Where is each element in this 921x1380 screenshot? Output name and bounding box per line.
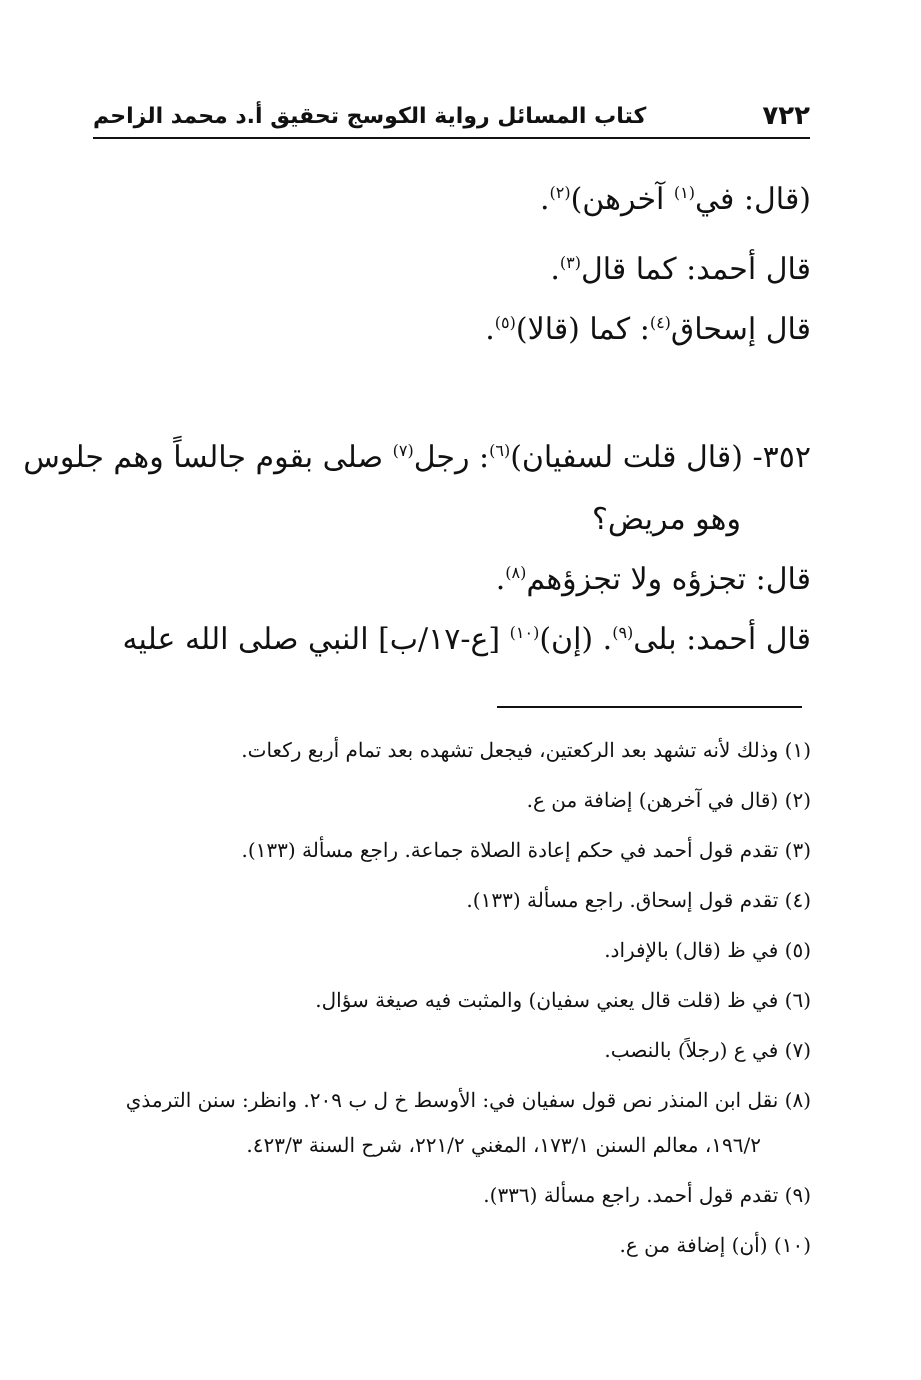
footnote-divider [497, 706, 802, 708]
question-heading: ٣٥٢- (قال قلت لسفيان)$^{(٦)}$: رجل$^{(٧)}$ صلى بقوم جالساً وهم جلوس [23, 440, 811, 475]
footnote: (٩) تقدم قول أحمد. راجع مسألة (٣٣٦). [483, 1183, 811, 1207]
footnote-continuation: ١٩٦/٢، معالم السنن ١٧٣/١، المغني ٢٢١/٢، شرح السنة ٤٢٣/٣. [246, 1133, 761, 1157]
text-line: قال: تجزؤه ولا تجزؤهم$^{(٨)}$. [495, 562, 811, 597]
footnote: (١٠) (أن) إضافة من ع. [619, 1233, 811, 1257]
header-divider [93, 137, 810, 139]
footnote: (٣) تقدم قول أحمد في حكم إعادة الصلاة جماعة. راجع مسألة (١٣٣). [241, 838, 811, 862]
footnote: (٥) في ظ (قال) بالإفراد. [604, 938, 811, 962]
footnote: (٧) في ع (رجلاً) بالنصب. [604, 1038, 811, 1062]
text-line: (قال: في$^{(١)}$ آخرهن)$^{(٢)}$. [539, 182, 811, 217]
running-header [93, 96, 810, 136]
text-line: قال أحمد: بلى$^{(٩)}$. (إن)$^{(١٠)}$ [ع-١٧/ب] النبي صلى الله عليه [122, 622, 811, 657]
page-number: ٧٢٢ [762, 101, 810, 131]
book-title: كتاب المسائل رواية الكوسج تحقيق أ.د محمد الزاحم [93, 103, 647, 129]
text-line: وهو مريض؟ [592, 502, 741, 537]
text-line: قال أحمد: كما قال$^{(٣)}$. [550, 252, 811, 287]
footnote: (٢) (قال في آخرهن) إضافة من ع. [526, 788, 811, 812]
footnote: (٤) تقدم قول إسحاق. راجع مسألة (١٣٣). [466, 888, 811, 912]
footnote: (١) وذلك لأنه تشهد بعد الركعتين، فيجعل تشهده بعد تمام أربع ركعات. [241, 738, 811, 762]
footnote: (٦) في ظ (قلت قال يعني سفيان) والمثبت فيه صيغة سؤال. [315, 988, 811, 1012]
text-line: قال إسحاق$^{(٤)}$: كما (قالا)$^{(٥)}$. [485, 312, 811, 347]
footnote: (٨) نقل ابن المنذر نص قول سفيان في: الأوسط خ ل ب ٢٠٩. وانظر: سنن الترمذي [125, 1088, 811, 1112]
